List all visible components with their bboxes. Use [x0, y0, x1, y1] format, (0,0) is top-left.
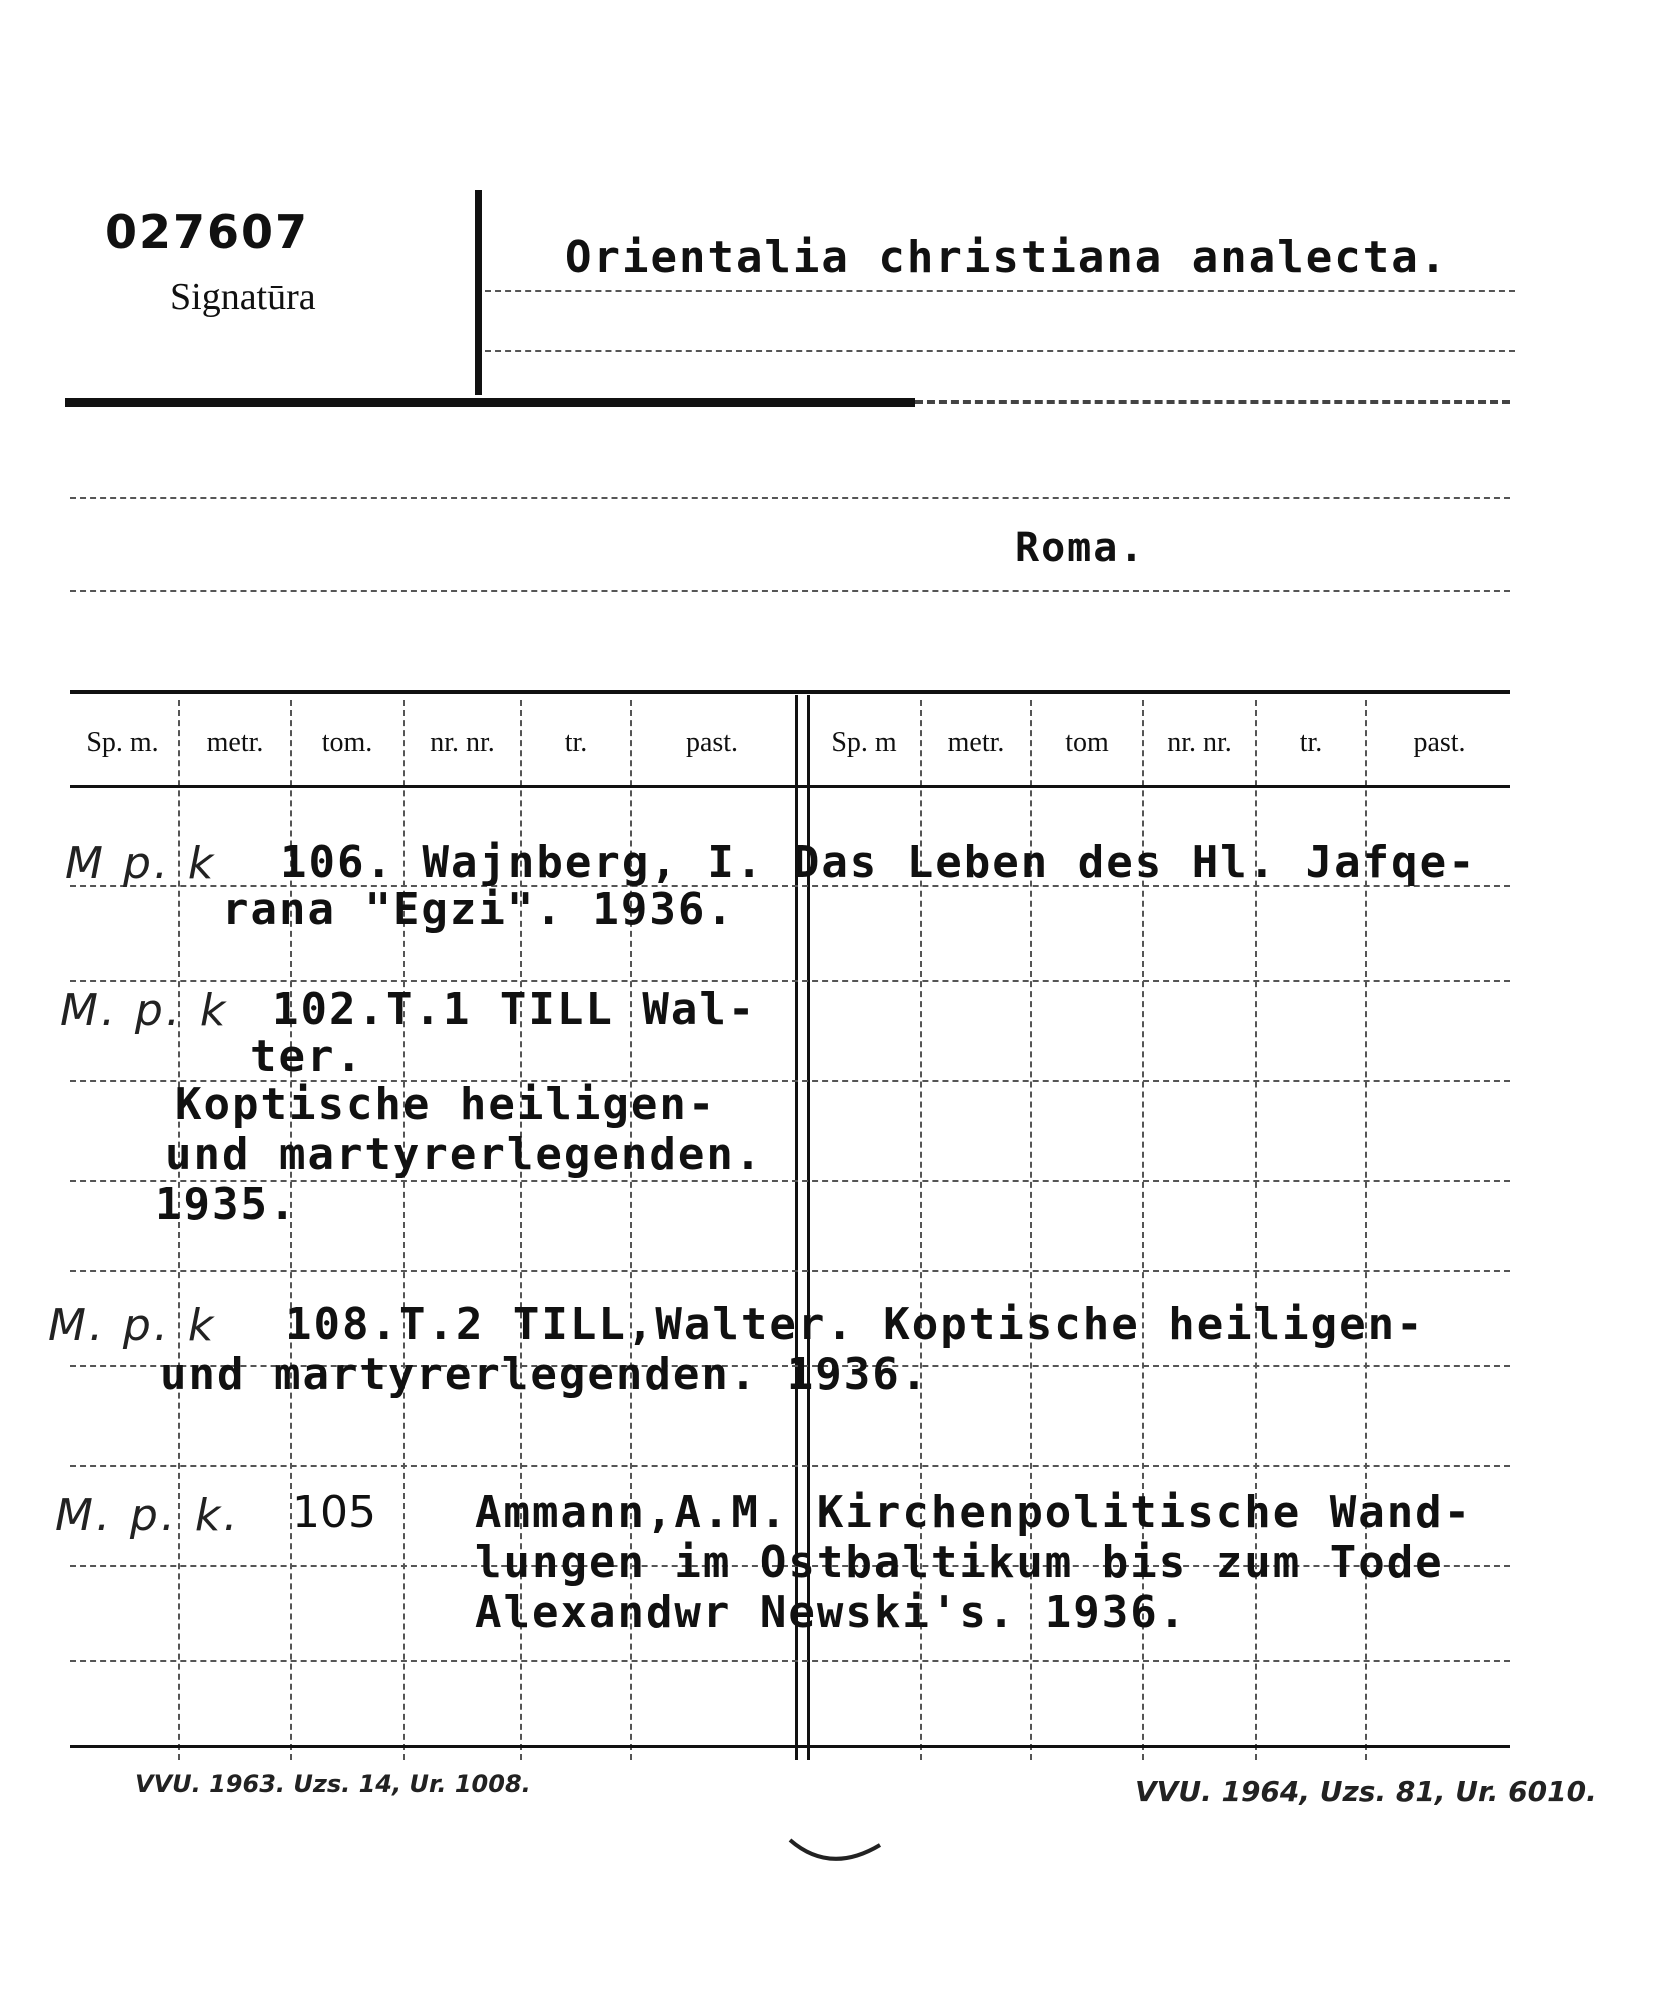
entry-2-line-1: 102.T.1 TILL Wal-: [272, 984, 757, 1035]
entry-4-number: 105: [292, 1487, 376, 1538]
signature-label: Signatūra: [170, 276, 316, 318]
entry-1-line-2: rana "Egzi". 1936.: [222, 884, 735, 935]
signature-divider: [475, 190, 482, 395]
entry-3-mark: M. p. k: [48, 1300, 217, 1351]
entry-3-line-2: und martyrerlegenden. 1936.: [160, 1349, 930, 1400]
row-rule: [70, 1465, 1510, 1467]
entry-2-line-4: und martyrerlegenden.: [165, 1129, 764, 1180]
pen-mark: [780, 1820, 890, 1880]
entry-4-line-3: Alexandwr Newski's. 1936.: [475, 1587, 1188, 1638]
entry-4-line-2: lungen im Ostbaltikum bis zum Tode: [475, 1537, 1444, 1588]
entry-2-mark: M. p. k: [60, 985, 229, 1036]
title-underline: [485, 290, 1515, 292]
entry-3-line-1: 108.T.2 TILL,Walter. Koptische heiligen-: [285, 1299, 1425, 1350]
row-rule: [70, 1270, 1510, 1272]
entry-2-line-3: Koptische heiligen-: [175, 1079, 717, 1130]
entry-2-line-2: ter.: [250, 1031, 364, 1082]
entry-1-line-1: 106. Wajnberg, I. Das Leben des Hl. Jafqe-: [280, 837, 1477, 888]
header-bottom-rule: [70, 785, 1510, 788]
place: Roma.: [1015, 525, 1146, 571]
entry-4-line-1: Ammann,A.M. Kirchenpolitische Wand-: [475, 1487, 1473, 1538]
entry-2-line-5: 1935.: [155, 1179, 298, 1230]
col-header: tr.: [564, 727, 588, 758]
entry-4-mark: M. p. k.: [55, 1490, 241, 1541]
row-rule: [70, 1660, 1510, 1662]
col-header: metr.: [947, 727, 1005, 758]
col-header: metr.: [206, 727, 264, 758]
place-line-1: [70, 497, 1510, 499]
entry-1-mark: M p. k: [65, 838, 217, 889]
col-header: tom: [1065, 727, 1109, 758]
header-rule: [65, 398, 915, 407]
signature-number: 027607: [105, 205, 310, 259]
table-bottom-rule: [70, 1745, 1510, 1748]
table-top-rule: [70, 690, 1510, 694]
col-header: tom.: [321, 727, 373, 758]
footer-note-left: VVU. 1963. Uzs. 14, Ur. 1008.: [135, 1770, 531, 1798]
col-header: nr. nr.: [430, 727, 495, 758]
col-header: Sp. m: [831, 727, 897, 758]
col-header: tr.: [1299, 727, 1323, 758]
col-header: past.: [1413, 727, 1466, 758]
place-line-2: [70, 590, 1510, 592]
col-header: Sp. m.: [86, 727, 159, 758]
title-line-2: [485, 350, 1515, 352]
row-rule: [70, 980, 1510, 982]
col-header: past.: [685, 727, 739, 758]
col-header: nr. nr.: [1167, 727, 1232, 758]
header-rule-faded: [915, 400, 1510, 404]
series-title: Orientalia christiana analecta.: [565, 232, 1449, 283]
footer-note-right: VVU. 1964, Uzs. 81, Ur. 6010.: [1135, 1775, 1597, 1808]
